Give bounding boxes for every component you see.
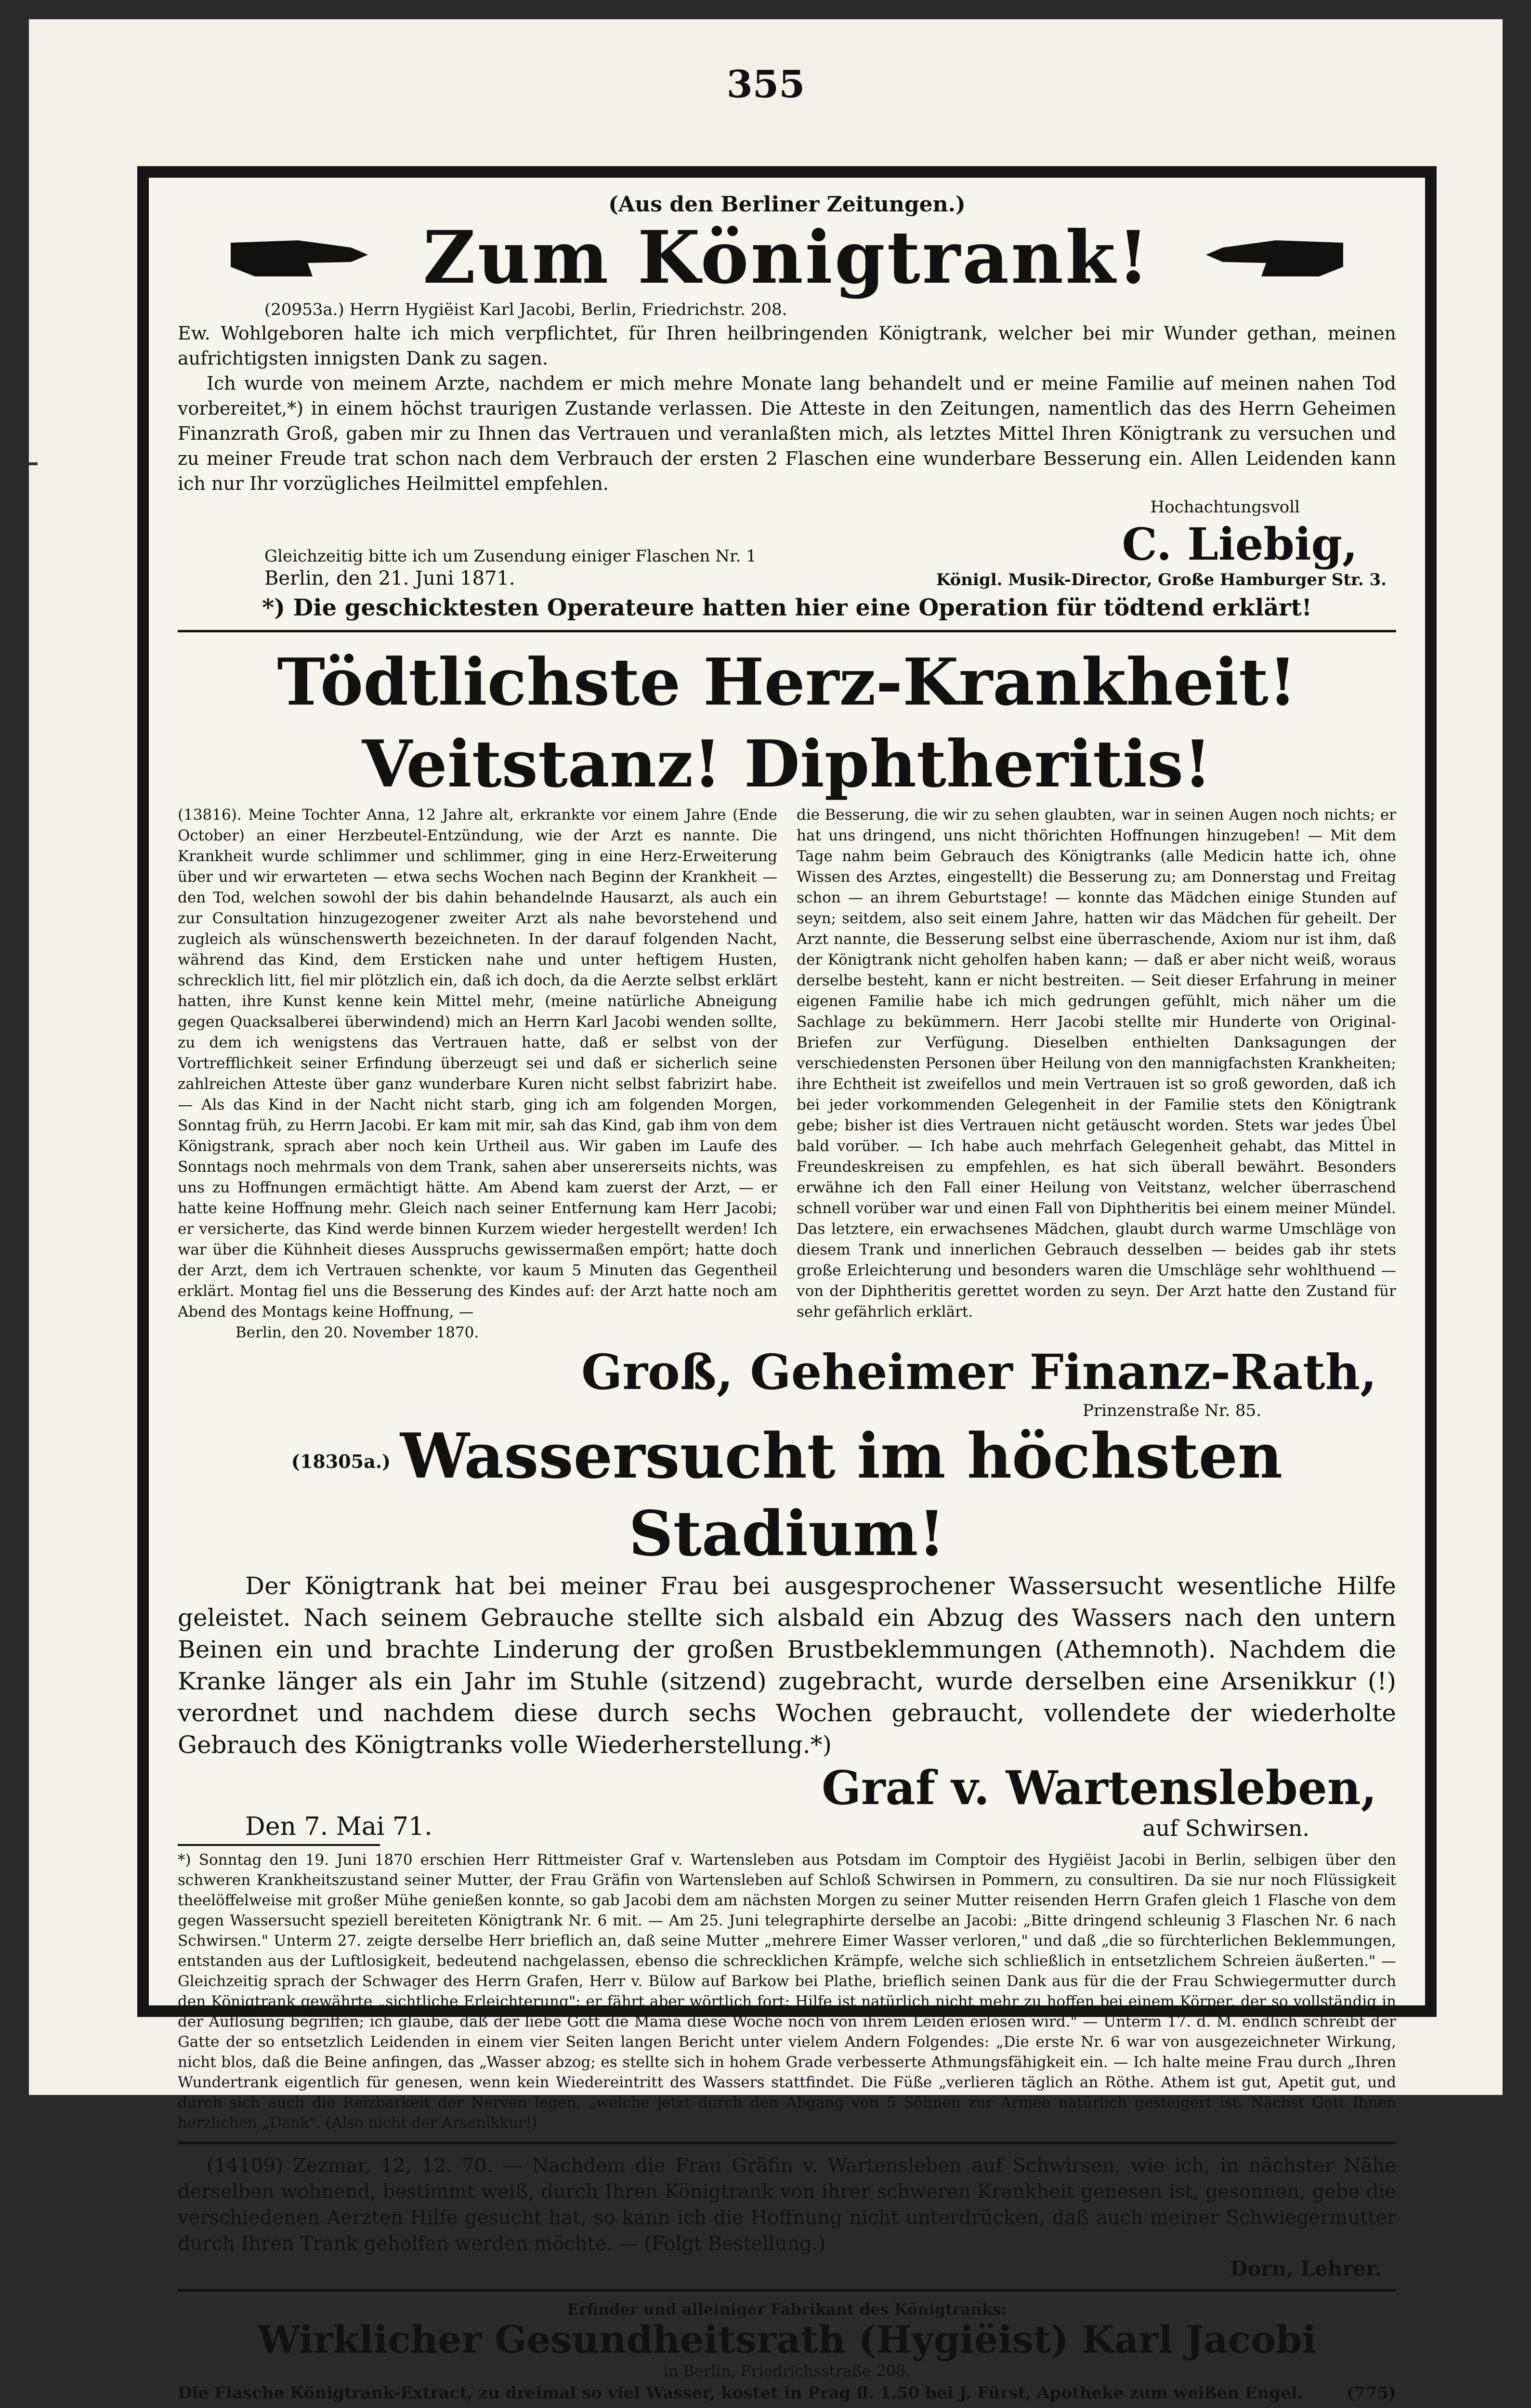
price-info: Die Flasche Königtrank-Extract, zu dreimal so viel Wasser, kostet in Prag fl. 1.50 bei J. Fürst, Apotheke zum weißen Engel. (178, 2383, 1303, 2403)
headline-wassersucht-text: Wassersucht im höchsten Stadium! (400, 1420, 1283, 1570)
manufacturer-name: Wirklicher Gesundheitsrath (Hygiëist) Karl Jacobi (257, 2318, 1317, 2362)
footnote-rule (178, 1844, 380, 1846)
advertisement-frame (137, 166, 1437, 2403)
wassersucht-date: Den 7. Mai 71. (245, 1812, 432, 1841)
divider (178, 2142, 1396, 2144)
headline-herz-krankheit: Tödtlichste Herz-Krankheit! Veitstanz! Diphtheritis! (277, 644, 1297, 802)
source-line: (Aus den Berliner Zeitungen.) (608, 192, 966, 217)
testimonial-column-1 (178, 805, 777, 1343)
wassersucht-body: Der Königtrank hat bei meiner Frau bei ausgesprochener Wassersucht wesentliche Hilfe geleistet. Nach seinem Gebrauche stellte sich alsbald ein Abzug des Wassers nach den untern Beinen ein und brachte Linderung der großen Brustbeklemmungen (Athemnoth). Nachdem die Kranke länger als ein Jahr im Stuhle (sitzend) zugebracht, wurde derselben eine Arsenikkur (!) verordnet und nachdem diese durch sechs Wochen gebraucht, vollendete der wiederholte Gebrauch des Königtranks volle Wiederherstellung.*) (178, 1572, 1396, 1759)
divider (178, 2289, 1396, 2291)
signature-wartensleben: Graf v. Wartensleben, (822, 1761, 1377, 1815)
signature-liebig: C. Liebig, (1122, 518, 1358, 570)
testimonial-column-2: die Besserung, die wir zu sehen glaubten, war in seinen Augen noch nichts; er hat uns dringend, uns nicht thörichten Hoffnungen hinzugeben! — Mit dem Tage nahm beim Gebrauch des Königtranks (alle Medicin hatte ich, ohne Wissen des Arztes, eingestellt) die Besserung zu; am Donnerstag und Freitag schon — an ihrem Geburtstage! — konnte das Mädchen einige Stunden auf seyn; seitdem, also seit einem Jahre, hatten wir das Mädchen für geheilt. Der Arzt nannte, die Besserung selbst eine überraschende, Axiom nur ist ihm, daß der Königtrank nicht geholfen haben kann; — daß er aber nicht weiß, woraus derselbe besteht, kann er nicht bestreiten. — Seit dieser Erfahrung in meiner eigenen Familie habe ich mich gedrungen gefühlt, mich näher um die Sachlage zu bekümmern. Herr Jacobi stellte mir Hunderte von Original-Briefen zur Verfügung. Dieselben enthielten Danksagungen der verschiedensten Personen über Heilung von den mannigfachsten Krankheiten; ihre Echtheit ist zweifellos und mein Vertrauen ist so groß geworden, daß ich bei jeder vorkommenden Gelegenheit in der Familie stets den Königtrank gebe; bisher ist dies Vertrauen nicht getäuscht worden. Stets war jedes Übel bald vorüber. — Ich habe auch mehrfach Gelegenheit gehabt, das Mittel in Freundeskreisen zu empfehlen, es hat sich überall bewährt. Besonders erwähne ich den Fall einer Heilung von Veitstanz, welcher überraschend schnell vorüber war und einen Fall von Diphtheritis bei einem meiner Mündel. Das letztere, ein erwachsenes Mädchen, glaubt durch warme Umschläge von diesem Trank und innerlichen Gebrauch desselben — beides gab ihr stets große Erleichterung und besonders waren die Umschläge sehr wohlthuend — von der Diphtheritis gerettet worden zu seyn. Der Arzt hatte den Zustand für sehr gefährlich erklärt. (797, 806, 1396, 1321)
newspaper-page (29, 19, 1503, 2403)
headline-koenigtrank: Zum Königtrank! (423, 215, 1151, 300)
letter-paragraph-1: Ew. Wohlgeboren halte ich mich verpflichtet, für Ihren heilbringenden Königtrank, welcher bei mir Wunder gethan, meinen aufrichtigsten innigsten Dank zu sagen. (178, 323, 1396, 369)
letter-paragraph-2: Ich wurde von meinem Arzte, nachdem er mich mehre Monate lang behandelt und er meine Familie auf meinen nahen Tod vorbereitet,*) in einem höchst traurigen Zustande verlassen. Die Atteste in den Zeitungen, namentlich das des Herrn Geheimen Finanzrath Groß, gaben mir zu Ihnen das Vertrauen und veranlaßten mich, als letztes Mittel Ihren Königtrank zu versuchen und zu meiner Freude trat schon nach dem Verbrauch der ersten 2 Flaschen eine wunderbare Besserung ein. Allen Leidenden kann ich nur Ihr vorzügliches Heilmittel empfehlen. (178, 373, 1396, 494)
footnote-operation: *) Die geschicktesten Operateure hatten hier eine Operation für tödtend erklärt! (262, 594, 1312, 621)
signature-dorn: Dorn, Lehrer. (1230, 2257, 1382, 2280)
page-number: 355 (726, 63, 805, 106)
signer-location: auf Schwirsen. (1142, 1815, 1309, 1841)
manufacturer-intro: Erfinder und alleiniger Fabrikant des Königtranks: (567, 2300, 1007, 2318)
headline-wassersucht (178, 1420, 1396, 1570)
dorn-testimonial: (14109) Zezmar, 12, 12. 70. — Nachdem die Frau Gräfin v. Wartensleben auf Schwirsen, wie ich, in nächster Nähe derselben wohnend, bestimmt weiß, durch Ihren Königtrank von ihrer schweren Krankheit genesen ist, gesonnen, gebe die verschiedenen Aerzten Hilfe gesucht hat, so kann ich die Hoffnung nicht unterdrücken, daß auch meiner Schwiegermutter durch Ihren Trank geholfen werden möchte. — (Folgt Bestellung.) (178, 2155, 1396, 2255)
wartensleben-footnote: *) Sonntag den 19. Juni 1870 erschien Herr Rittmeister Graf v. Wartensleben aus Potsdam im Comptoir des Hygiëist Jacobi in Berlin, selbigen über den schweren Krankheitszustand seiner Mutter, der Frau Gräfin von Wartensleben auf Schloß Schwirsen in Pommern, zu consultiren. Da sie nur noch Flüssigkeit theelöffelweise mit großer Mühe genießen konnte, so gab Jacobi dem am nächsten Morgen zu seiner Mutter reisenden Herrn Grafen gleich 1 Flasche von dem gegen Wassersucht speziell bereiteten Königtrank Nr. 6 mit. — Am 25. Juni telegraphirte derselbe an Jacobi: „Bitte dringend schleunig 3 Flaschen Nr. 6 nach Schwirsen." Unterm 27. zeigte derselbe Herr brieflich an, daß seine Mutter „mehrere Eimer Wasser verloren," und daß „die so fürchterlichen Beklemmungen, entstanden aus der Luftlosigkeit, bedeutend nachgelassen, ebenso die schrecklichen Krämpfe, welche sich schließlich in entsetzlichem Schreien äußerten." — Gleichzeitig sprach der Schwager des Herrn Grafen, Herr v. Bülow auf Barkow bei Plathe, brieflich seinen Dank aus für die der Frau Schwiegermutter durch den Königtrank gewährte „sichtliche Erleichterung"; er fährt aber wörtlich fort: Hilfe ist natürlich nicht mehr zu hoffen bei einem Körper, der so vollständig in der Auflösung begriffen; ich glaube, daß der liebe Gott die Mama diese Woche noch von ihrem Leiden erlösen wird." — Unterm 17. d. M. endlich schreibt der Gatte der so entsetzlich Leidenden in einem vier Seiten langen Bericht unter vielem Andern Folgendes: „Die erste Nr. 6 war von ausgezeichneter Wirkung, nicht blos, daß die Beine anfingen, das „Wasser abzog; es stellte sich in hohem Grade verbesserte Athmungsfähigkeit ein. — Ich halte meine Frau durch „Ihren Wundertrank eigentlich für genesen, wenn kein Wiedereintritt des Wassers stattfindet. Die Füße „verlieren täglich an Röthe. Athem ist gut, Apetit gut, und durch sich auch die Reizbarkeit der Nerven legen, „welche jetzt durch den Abgang von 5 Söhnen zur Armee natürlich gesteigert ist. Nächst Gott Ihnen herzlichen „Dank". (Also nicht der Arsenikkur!) (178, 1851, 1396, 2132)
advertisement-content (178, 192, 1396, 2403)
letter-date: Berlin, den 21. Juni 1871. (264, 567, 515, 589)
signer-address: Prinzenstraße Nr. 85. (1082, 1401, 1261, 1420)
signature-gross: Groß, Geheimer Finanz-Rath, (581, 1344, 1377, 1400)
addressee: (20953a.) Herrn Hygiëist Karl Jacobi, Berlin, Friedrichstr. 208. (264, 300, 787, 319)
manufacturer-address: in Berlin, Friedrichsstraße 208. (663, 2362, 911, 2380)
column-1-text: (13816). Meine Tochter Anna, 12 Jahre alt, erkrankte vor einem Jahre (Ende October) an einer Herzbeutel-Entzündung, wie der Arzt es nannte. Die Krankheit wurde schlimmer und schlimmer, ging in eine Herz-Erweiterung über und wir erwarteten — etwa sechs Wochen nach Beginn der Krankheit — den Tod, welchen sowohl der bis dahin behandelnde Hausarzt, als auch ein zur Consultation hinzugezogener zweiter Arzt als nahe bevorstehend und zugleich als wünschenswerth bezeichneten. In der darauf folgenden Nacht, während das Kind, dem Ersticken nahe und unter heftigem Husten, schrecklich litt, fiel mir plötzlich ein, daß ich doch, da die Aerzte selbst erklärt hatten, ihre Kunst kenne kein Mittel mehr, (meine natürliche Abneigung gegen Quacksalberei überwindend) mich an Herrn Karl Jacobi wenden sollte, zu dem ich wenigstens das Vertrauen hatte, daß er selbst von der Vortrefflichkeit seiner Erfindung überzeugt sei und daß er sicherlich seine zahlreichen Atteste über ganz wunderbare Kuren nicht selbst fabrizirt habe. — Als das Kind in der Nacht nicht starb, ging ich am folgenden Morgen, Sonntag früh, zu Herrn Jacobi. Er kam mit mir, sah das Kind, gab ihm von dem Königstrank, sprach aber noch kein Urtheil aus. Wir gaben im Laufe des Sonntags noch mehrmals von dem Trank, sahen aber unsererseits nichts, was uns zu Hoffnungen ermächtigt hätte. Am Abend kam zuerst der Arzt, — er hatte keine Hoffnung mehr. Gleich nach seiner Entfernung kam Herr Jacobi; er versicherte, das Kind werde binnen Kurzem wieder hergestellt werden! Ich war über die Kühnheit dieses Ausspruchs gewissermaßen empört; hatte doch der Arzt, dem ich Vertrauen schenkte, vor kaum 5 Minuten das Gegentheil erklärt. Montag fiel uns die Besserung des Kindes auf: der Arzt hatte noch am Abend des Montags keine Hoffnung, — (178, 806, 777, 1321)
margin-mark (29, 462, 38, 465)
ad-code: (18305a.) (291, 1451, 391, 1472)
testimonial-columns (178, 805, 1396, 1343)
signer-title: Königl. Musik-Director, Große Hamburger Str. 3. (936, 570, 1387, 589)
closing: Hochachtungsvoll (1150, 497, 1300, 517)
pointing-hand-right-icon (226, 228, 370, 281)
testimonial-date: Berlin, den 20. November 1870. (236, 1324, 479, 1341)
pointing-hand-left-icon (1204, 228, 1348, 281)
divider (178, 630, 1396, 632)
reference-number: (775) (1346, 2383, 1396, 2403)
order-request: Gleichzeitig bitte ich um Zusendung einiger Flaschen Nr. 1 (264, 547, 757, 566)
